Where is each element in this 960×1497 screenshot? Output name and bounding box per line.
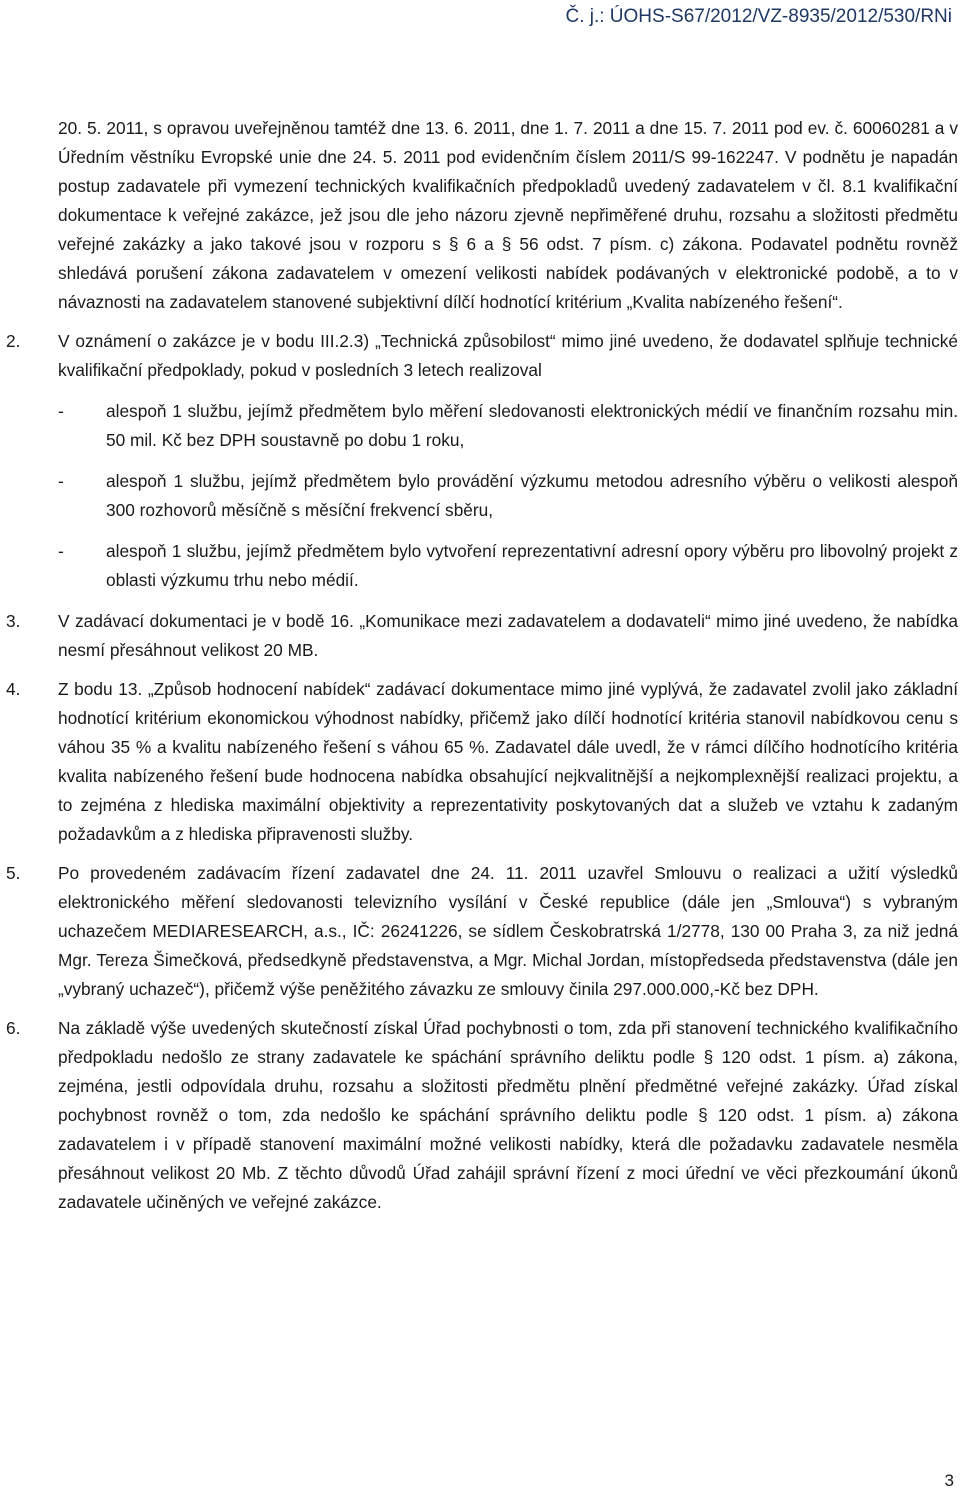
sub-item-text: alespoň 1 službu, jejímž předmětem bylo provádění výzkumu metodou adresního výběru o velikosti alespoň 300 rozhovorů měsíčně s měsíční frekvencí sběru, <box>106 471 958 520</box>
item-number: 4. <box>6 679 21 699</box>
list-item-5 <box>6 859 958 1004</box>
sub-item-text: alespoň 1 službu, jejímž předmětem bylo měření sledovanosti elektronických médií ve finančním rozsahu min. 50 mil. Kč bez DPH soustavně po dobu 1 roku, <box>106 401 958 450</box>
list-item-6 <box>6 1014 958 1217</box>
dash-bullet: - <box>58 471 64 491</box>
sub-item-text: alespoň 1 službu, jejímž předmětem bylo vytvoření reprezentativní adresní opory výběru pro libovolný projekt z oblasti výzkumu trhu nebo médií. <box>106 541 958 590</box>
list-item-4 <box>6 675 958 849</box>
list-item-3 <box>6 607 958 665</box>
item-text: V zadávací dokumentaci je v bodě 16. „Komunikace mezi zadavatelem a dodavateli“ mimo jiné uvedeno, že nabídka nesmí přesáhnout velikost 20 MB. <box>58 611 958 660</box>
intro-paragraph: 20. 5. 2011, s opravou uveřejněnou tamtéž dne 13. 6. 2011, dne 1. 7. 2011 a dne 15. 7. 2011 pod ev. č. 60060281 a v Úředním věstníku Evropské unie dne 24. 5. 2011 pod evidenčním číslem 2011/S 99-162247. V podnětu je napadán postup zadavatele při vymezení technických kvalifikačních předpokladů uvedený zadavatelem v čl. 8.1 kvalifikační dokumentace k veřejné zakázce, jež jsou dle jeho názoru zjevně nepřiměřené druhu, rozsahu a složitosti předmětu veřejné zakázky a jako takové jsou v rozporu s § 6 a § 56 odst. 7 písm. c) zákona. Podavatel podnětu rovněž shledává porušení zákona zadavatelem v omezení velikosti nabídek podávaných v elektronické podobě, a to v návaznosti na zadavatelem stanovené subjektivní dílčí hodnotící kritérium „Kvalita nabízeného řešení“. <box>58 118 958 312</box>
dash-bullet: - <box>58 401 64 421</box>
sub-list-item <box>58 467 958 525</box>
dash-bullet: - <box>58 541 64 561</box>
document-reference: Č. j.: ÚOHS-S67/2012/VZ-8935/2012/530/RNi <box>565 6 952 27</box>
item-number: 5. <box>6 863 21 883</box>
item-number: 6. <box>6 1018 21 1038</box>
page-number: 3 <box>944 1471 954 1490</box>
item-number: 3. <box>6 611 21 631</box>
sub-list-item <box>58 397 958 455</box>
item-text: Na základě výše uvedených skutečností získal Úřad pochybnosti o tom, zda při stanovení technického kvalifikačního předpokladu nedošlo ze strany zadavatele ke spáchání správního deliktu podle § 120 odst. 1 písm. a) zákona, zejména, jestli odpovídala druhu, rozsahu a složitosti předmětu plnění předmětné veřejné zakázky. Úřad získal pochybnost rovněž o tom, zda nedošlo ke spáchání správního deliktu podle § 120 odst. 1 písm. a) zákona zadavatelem i v případě stanovení maximální možné velikosti nabídky, která dle požadavku zadavatele nesměla přesáhnout velikost 20 Mb. Z těchto důvodů Úřad zahájil správní řízení z moci úřední ve věci přezkoumání úkonů zadavatele učiněných ve veřejné zakázce. <box>58 1018 958 1212</box>
item-text: V oznámení o zakázce je v bodu III.2.3) „Technická způsobilost“ mimo jiné uvedeno, že dodavatel splňuje technické kvalifikační předpoklady, pokud v posledních 3 letech realizoval <box>58 331 958 380</box>
document-body <box>6 114 958 1217</box>
list-item-2 <box>6 327 958 385</box>
sub-list-item <box>58 537 958 595</box>
item-number: 2. <box>6 331 21 351</box>
item-text: Z bodu 13. „Způsob hodnocení nabídek“ zadávací dokumentace mimo jiné vyplývá, že zadavatel zvolil jako základní hodnotící kritérium ekonomickou výhodnost nabídky, přičemž jako dílčí hodnotící kritéria stanovil nabídkovou cenu s váhou 35 % a kvalitu nabízeného řešení s váhou 65 %. Zadavatel dále uvedl, že v rámci dílčího hodnotícího kritéria kvalita nabízeného řešení bude hodnocena nabídka obsahující nejkvalitnější a nejkomplexnější realizaci projektu, a to zejména z hlediska maximální objektivity a reprezentativity poskytovaných dat a služeb ve vztahu k zadaným požadavkům a z hlediska připravenosti služby. <box>58 679 958 844</box>
item-text: Po provedeném zadávacím řízení zadavatel dne 24. 11. 2011 uzavřel Smlouvu o realizaci a užití výsledků elektronického měření sledovanosti televizního vysílání v České republice (dále jen „Smlouva“) s vybraným uchazečem MEDIARESEARCH, a.s., IČ: 26241226, se sídlem Českobratrská 1/2778, 130 00 Praha 3, za niž jedná Mgr. Tereza Šimečková, předsedkyně představenstva, a Mgr. Michal Jordan, místopředseda představenstva (dále jen „vybraný uchazeč“), přičemž výše peněžitého závazku ze smlouvy činila 297.000.000,-Kč bez DPH. <box>58 863 958 999</box>
sub-list <box>58 397 958 595</box>
